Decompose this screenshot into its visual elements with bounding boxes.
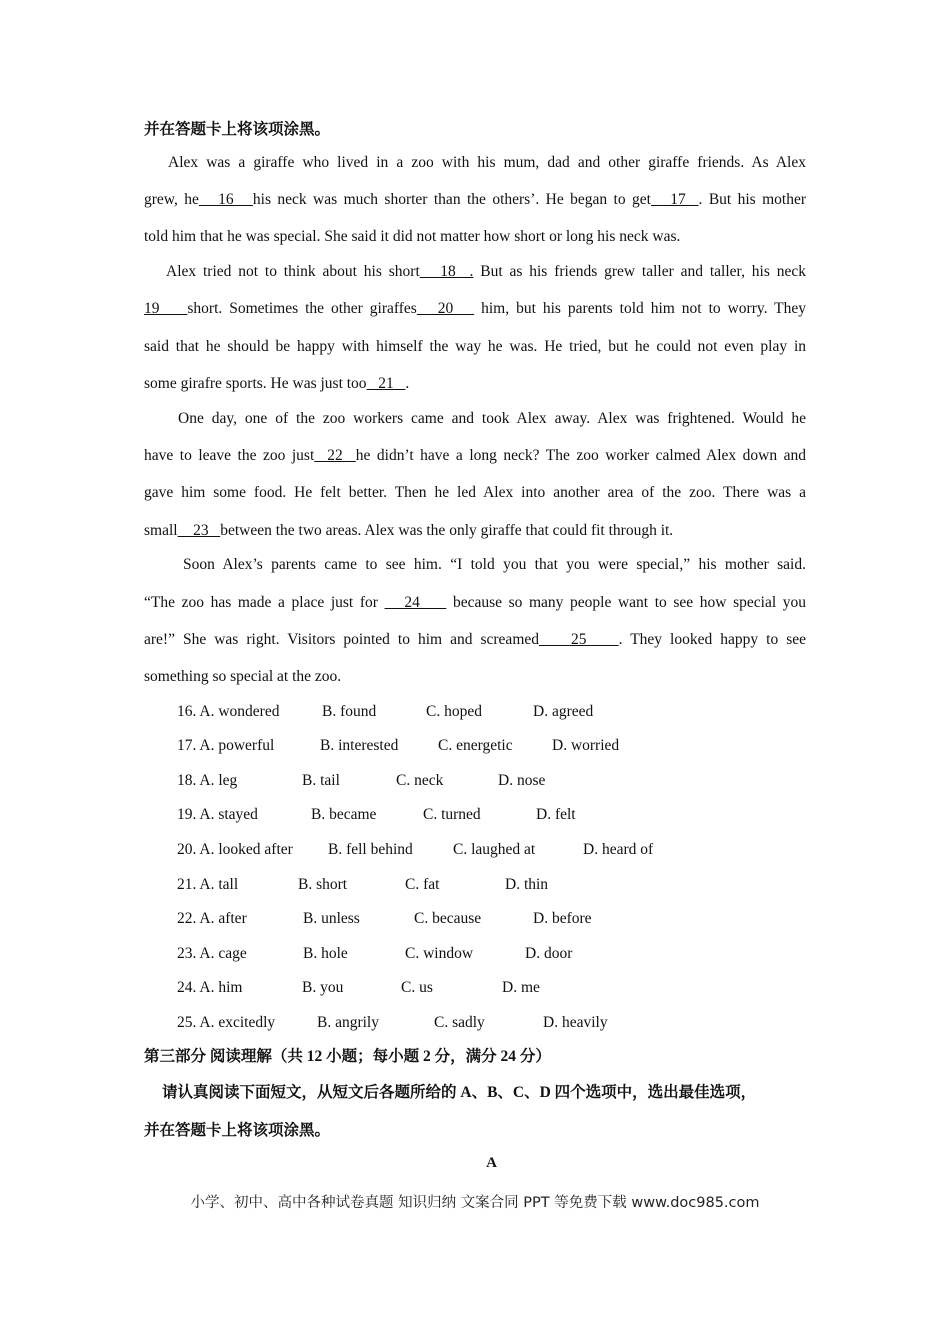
section3-title: 第三部分 阅读理解（共 12 小题；每小题 2 分，满分 24 分） bbox=[144, 1048, 551, 1065]
p2-line-1: Alex tried not to think about his short 18 . But as his friends grew taller and taller, his neck bbox=[166, 263, 806, 280]
p3-line-4: small 23 between the two areas. Alex was the only giraffe that could fit through it. bbox=[144, 522, 674, 539]
blank-20: 20 bbox=[416, 300, 475, 317]
blank-18: 18 . bbox=[419, 263, 474, 280]
p1-line-1: Alex was a giraffe who lived in a zoo with his mum, dad and other giraffe friends. As Alex bbox=[168, 154, 806, 171]
p4-line-2: “The zoo has made a place just for 24 because so many people want to see how special you bbox=[144, 594, 806, 611]
blank-25: 25 bbox=[539, 631, 619, 648]
p2-line-2: 19 short. Sometimes the other giraffes 20 him, but his parents told him not to worry. They bbox=[144, 300, 807, 317]
p1-line-2: grew, he 16 his neck was much shorter than the others’. He began to get 17 . But his mother bbox=[144, 191, 807, 208]
section3-instruction-1: 请认真阅读下面短文，从短文后各题所给的 A、B、C、D 四个选项中，选出最佳选项， bbox=[162, 1084, 757, 1101]
p4-line-1: Soon Alex’s parents came to see him. “I told you that you were special,” his mother said. bbox=[183, 556, 806, 573]
page-footer: 小学、初中、高中各种试卷真题 知识归纳 文案合同 PPT 等免费下载 www.doc985.com bbox=[190, 1195, 760, 1211]
blank-21: 21 bbox=[366, 375, 406, 392]
p1-line-3: told him that he was special. She said it did not matter how short or long his neck was. bbox=[144, 228, 681, 245]
blank-24: 24 bbox=[384, 594, 447, 611]
blank-23: 23 bbox=[177, 522, 221, 539]
p3-line-1: One day, one of the zoo workers came and took Alex away. Alex was frightened. Would he bbox=[178, 410, 806, 427]
blank-19: 19 bbox=[144, 300, 188, 317]
blank-22: 22 bbox=[314, 447, 356, 464]
p4-line-3: are!” She was right. Visitors pointed to him and screamed 25 . They looked happy to see bbox=[144, 631, 807, 648]
p4-line-4: something so special at the zoo. bbox=[144, 668, 342, 685]
blank-16: 16 bbox=[198, 191, 253, 208]
instruction-line: 并在答题卡上将该项涂黑。 bbox=[144, 121, 331, 138]
p3-line-3: gave him some food. He felt better. Then he led Alex into another area of the zoo. There was a bbox=[144, 484, 806, 501]
p2-line-4: some girafre sports. He was just too 21 . bbox=[144, 375, 410, 392]
passage-label: A bbox=[486, 1155, 497, 1171]
p3-line-2: have to leave the zoo just 22 he didn’t have a long neck? The zoo worker calmed Alex down and bbox=[144, 447, 806, 464]
section3-instruction-2: 并在答题卡上将该项涂黑。 bbox=[144, 1122, 331, 1139]
p2-line-3: said that he should be happy with himself the way he was. He tried, but he could not even play in bbox=[144, 338, 806, 355]
blank-17: 17 bbox=[650, 191, 699, 208]
